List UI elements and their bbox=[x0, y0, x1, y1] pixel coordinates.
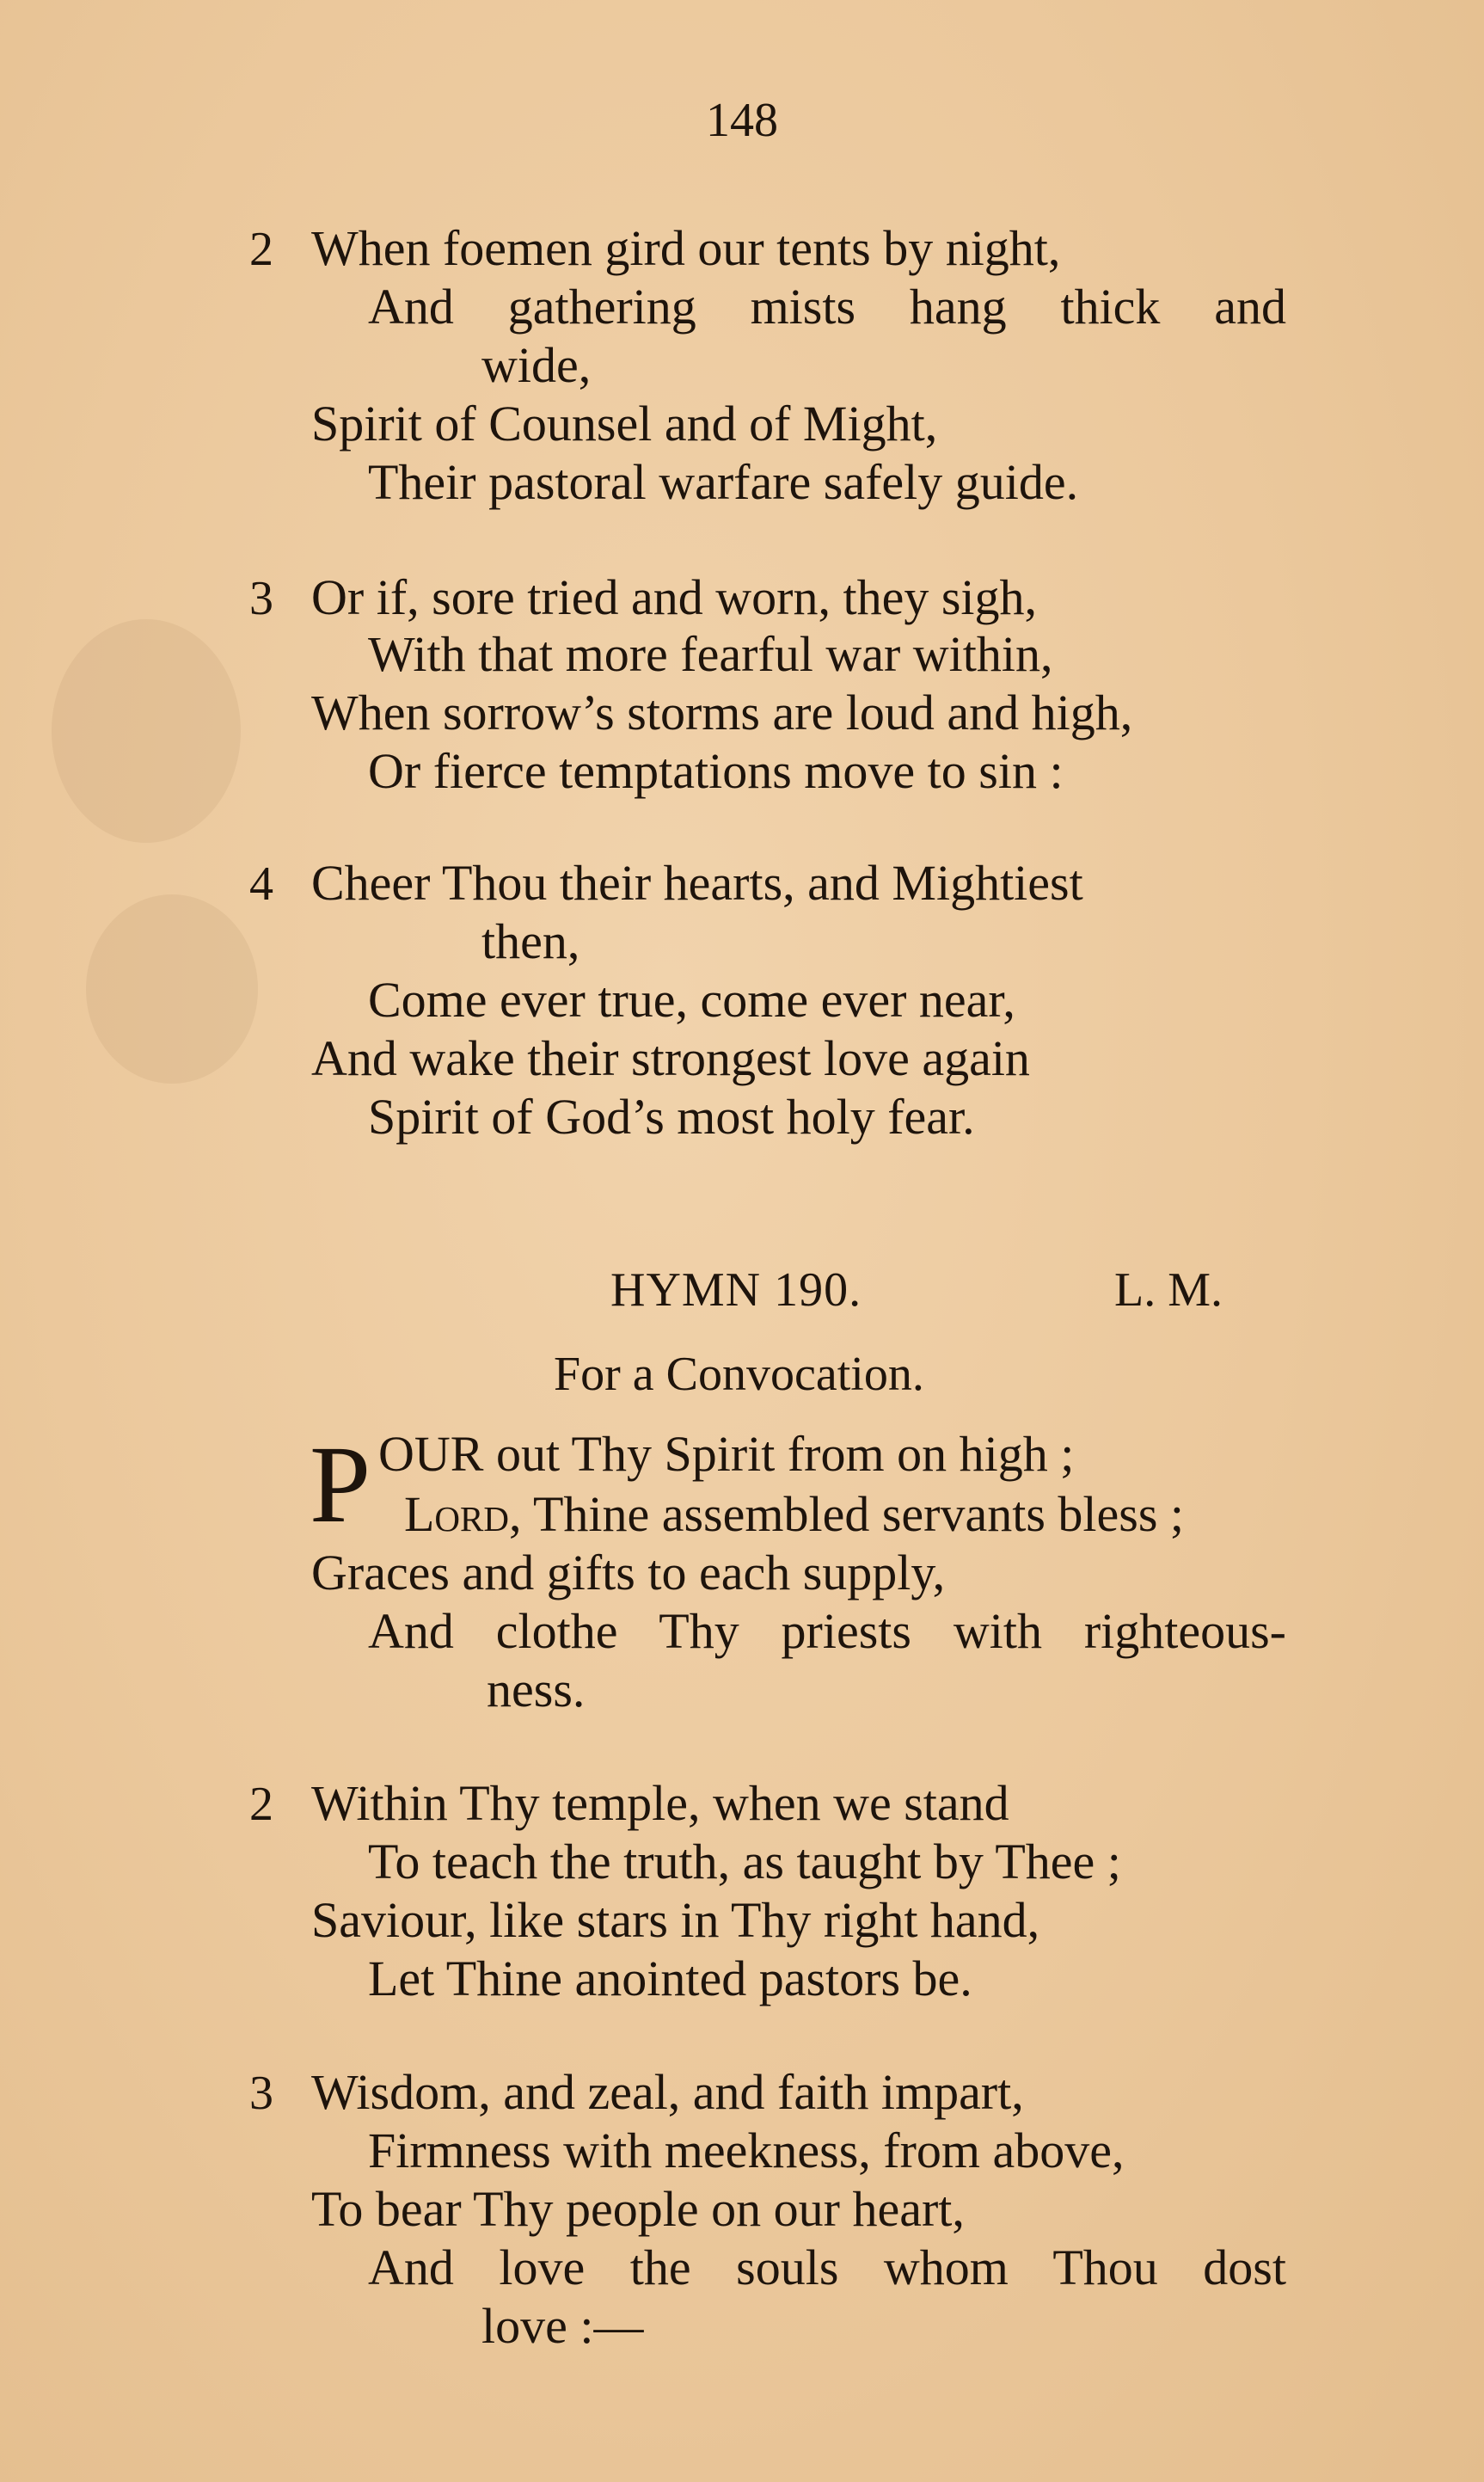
verse-line: Spirit of God’s most holy fear. bbox=[368, 1089, 975, 1145]
small-caps-lord: Lord bbox=[404, 1486, 509, 1542]
verse-line: Saviour, like stars in Thy right hand, bbox=[311, 1892, 1040, 1948]
verse-line-text: And gathering mists hang thick and bbox=[368, 279, 1286, 335]
paper-stain bbox=[52, 619, 241, 843]
verse-line: Or fierce temptations move to sin : bbox=[368, 743, 1064, 799]
verse-line bbox=[368, 1603, 1286, 1659]
verse-line: To bear Thy people on our heart, bbox=[311, 2181, 965, 2237]
verse-line: Or if, sore tried and worn, they sigh, bbox=[311, 569, 1038, 625]
verse-line: Let Thine anointed pastors be. bbox=[368, 1951, 972, 2006]
drop-cap: P bbox=[310, 1423, 371, 1545]
verse-line-text: And love the souls whom Thou dost bbox=[368, 2239, 1286, 2295]
verse-line bbox=[404, 1486, 1185, 1542]
page-number: 148 bbox=[706, 94, 778, 147]
verse-line bbox=[368, 2239, 1286, 2295]
verse-number: 4 bbox=[249, 857, 273, 911]
verse-line bbox=[368, 279, 1286, 335]
verse-line: Wisdom, and zeal, and faith impart, bbox=[311, 2064, 1024, 2120]
verse-number: 2 bbox=[249, 1778, 273, 1831]
paper-stain bbox=[86, 894, 258, 1084]
verse-line-continuation: wide, bbox=[481, 337, 592, 393]
hymn-title: HYMN 190. bbox=[610, 1263, 862, 1317]
verse-line-text: And clothe Thy priests with righteous- bbox=[368, 1603, 1286, 1659]
verse-line: OUR out Thy Spirit from on high ; bbox=[378, 1426, 1075, 1482]
verse-line-continuation: ness. bbox=[487, 1662, 586, 1717]
verse-line: When sorrow’s storms are loud and high, bbox=[311, 685, 1133, 740]
verse-number: 3 bbox=[249, 572, 273, 625]
verse-number: 3 bbox=[249, 2067, 273, 2120]
hymn-meter: L. M. bbox=[1114, 1263, 1223, 1317]
verse-line: Their pastoral warfare safely guide. bbox=[368, 454, 1079, 510]
verse-line-text: , Thine assembled servants bless ; bbox=[509, 1486, 1185, 1542]
verse-line: Within Thy temple, when we stand bbox=[311, 1775, 1009, 1831]
verse-line: Spirit of Counsel and of Might, bbox=[311, 396, 938, 452]
verse-number: 2 bbox=[249, 223, 273, 276]
verse-line: And wake their strongest love again bbox=[311, 1030, 1030, 1086]
verse-line: Graces and gifts to each supply, bbox=[311, 1545, 946, 1600]
verse-line-continuation: then, bbox=[481, 913, 580, 969]
verse-line: With that more fearful war within, bbox=[368, 626, 1053, 682]
hymn-subtitle: For a Convocation. bbox=[554, 1348, 924, 1401]
verse-line: Cheer Thou their hearts, and Mightiest bbox=[311, 855, 1083, 911]
verse-line: When foemen gird our tents by night, bbox=[311, 220, 1061, 276]
verse-line: Come ever true, come ever near, bbox=[368, 972, 1015, 1028]
verse-line-continuation: love :— bbox=[481, 2298, 644, 2354]
verse-line: Firmness with meekness, from above, bbox=[368, 2123, 1125, 2178]
verse-line: To teach the truth, as taught by Thee ; bbox=[368, 1834, 1121, 1889]
